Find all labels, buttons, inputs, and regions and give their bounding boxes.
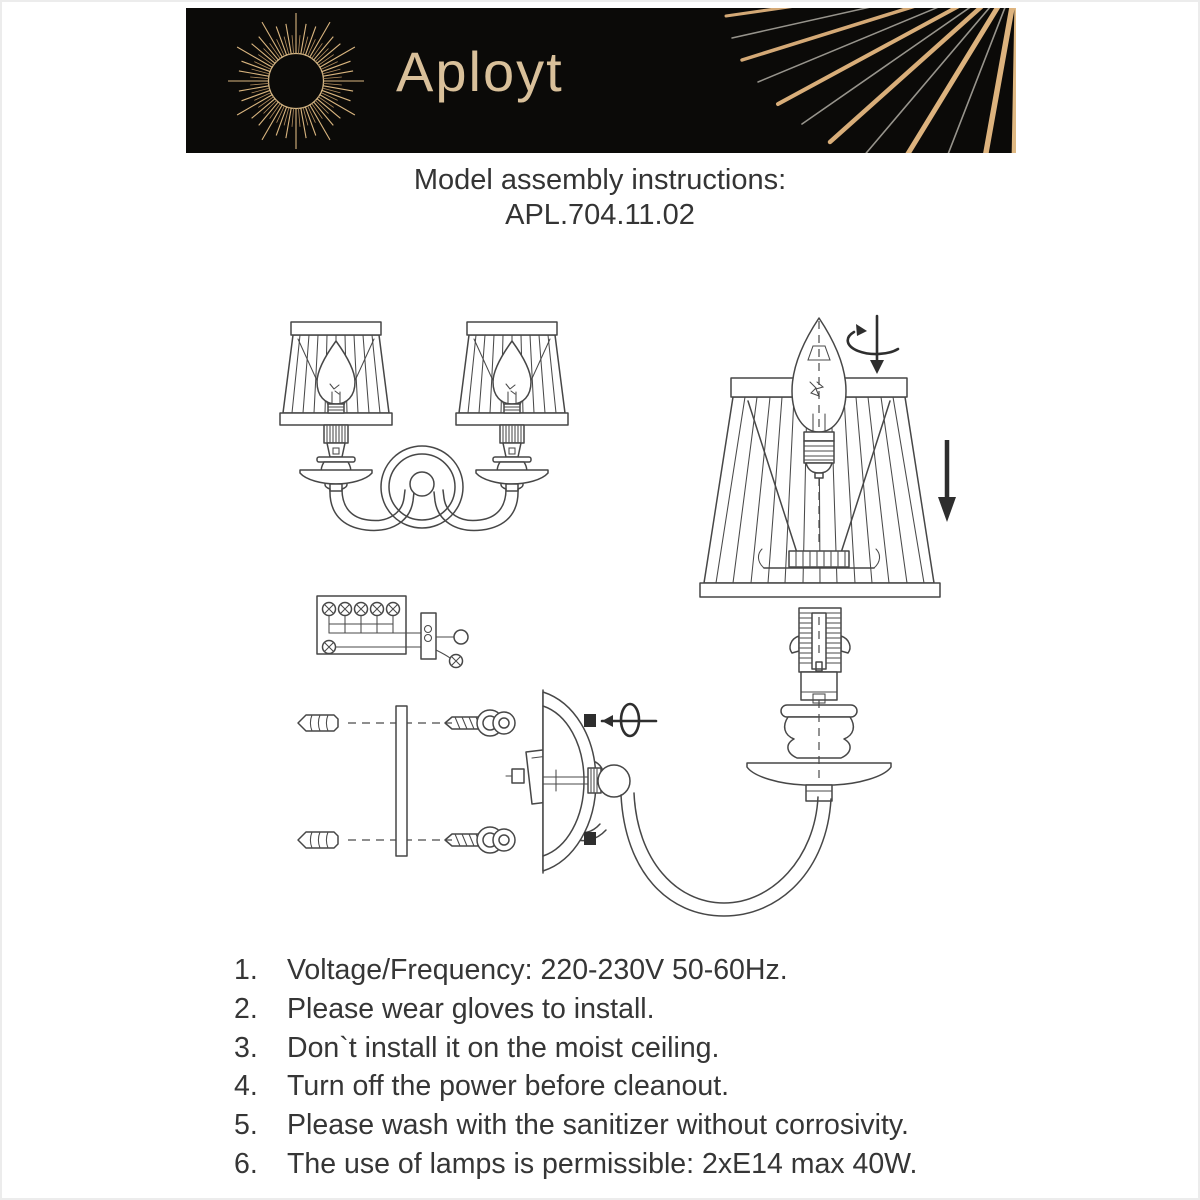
wall-anchor: [298, 715, 338, 731]
list-item: [234, 1031, 917, 1070]
list-item-number: 5.: [234, 1109, 258, 1142]
down-arrow-icon: [938, 440, 956, 522]
shade-ring: [789, 551, 849, 567]
list-item: [234, 1147, 917, 1186]
list-item-number: 6.: [234, 1147, 258, 1180]
candle-cup: [785, 717, 854, 758]
canopy-screw: [584, 714, 596, 727]
list-item-text: Don`t install it on the moist ceiling.: [287, 1031, 720, 1064]
arm-hub: [410, 472, 434, 496]
socket-lower: [801, 672, 837, 700]
saucer-neck: [806, 785, 832, 801]
list-item: [234, 953, 917, 992]
bulb-neck: [804, 432, 834, 441]
instructions-list: [234, 953, 917, 1186]
mounting-screw: [445, 827, 515, 853]
shade-bottom-band: [700, 583, 940, 597]
lamp-exploded-figure: [700, 316, 956, 801]
sconce-arm: [621, 793, 831, 916]
mounting-strip: [396, 706, 407, 856]
sheet-title: Model assembly instructions:: [413, 164, 787, 196]
mounting-screw: [445, 710, 515, 736]
list-item: [234, 1108, 917, 1147]
list-item-text: Turn off the power before cleanout.: [287, 1070, 730, 1103]
list-item: [234, 992, 917, 1031]
wall-anchor: [298, 832, 338, 848]
list-item-number: 2.: [234, 992, 258, 1025]
canopy-screw: [584, 832, 596, 845]
terminal-wiring-figure: [317, 596, 468, 668]
ball-joint: [598, 765, 630, 797]
list-item-text: Please wash with the sanitizer without corrosivity.: [287, 1109, 909, 1142]
list-item-number: 3.: [234, 1031, 258, 1064]
list-item-number: 4.: [234, 1070, 258, 1103]
list-item-number: 1.: [234, 954, 258, 986]
list-item: [234, 1069, 917, 1108]
wall-mount-exploded-figure: [298, 690, 831, 916]
rotate-arrow-icon: [602, 704, 656, 736]
brand-wordmark: Aployt: [396, 40, 564, 103]
list-item-text: The use of lamps is permissible: 2xE14 max 40W.: [287, 1147, 918, 1180]
list-item-text: Voltage/Frequency: 220-230V 50-60Hz.: [287, 954, 788, 986]
rotate-arrow-icon: [848, 316, 898, 374]
list-item-text: Please wear gloves to install.: [287, 992, 655, 1025]
sconce-front-view-figure: [280, 322, 568, 530]
model-number: APL.704.11.02: [505, 199, 695, 231]
